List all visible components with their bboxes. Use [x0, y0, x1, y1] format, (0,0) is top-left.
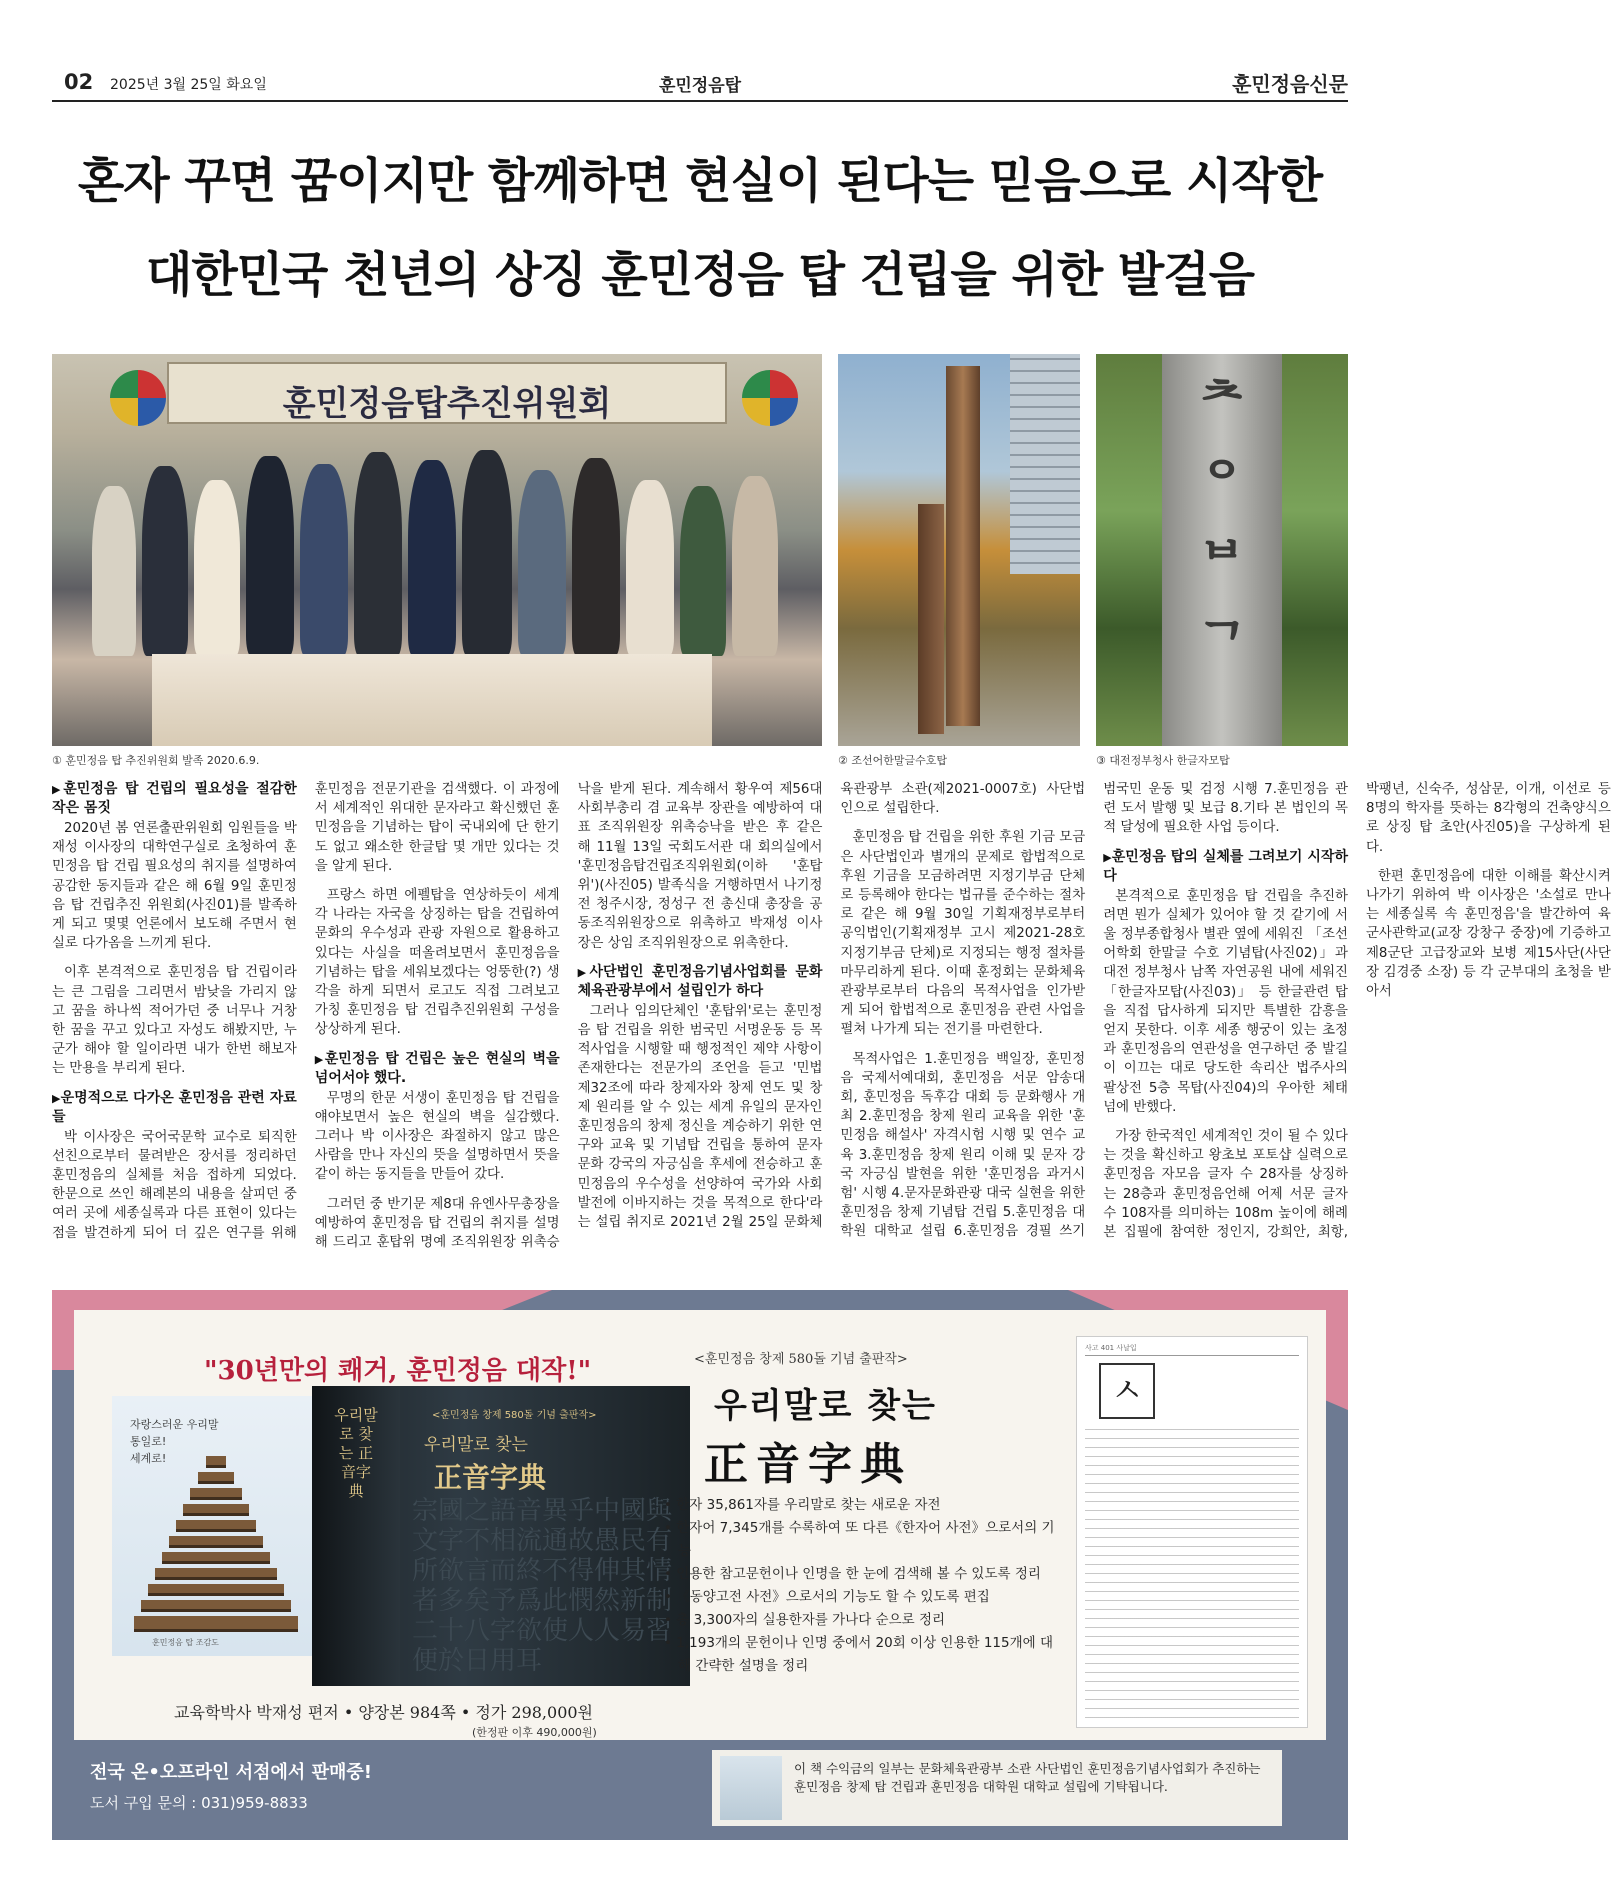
cover-title-hanja: 正音字典	[434, 1461, 547, 1494]
pagoda-tier	[169, 1536, 263, 1548]
list-item: • 한자 35,861자를 우리말로 찾는 새로운 자전	[664, 1494, 1064, 1517]
order-phone: 도서 구입 문의 : 031)959-8833	[90, 1794, 308, 1812]
ad-subtitle: <훈민정음 창제 580돌 기념 출판작>	[694, 1352, 908, 1367]
paragraph: 2020년 봄 연론출판위원회 임원들을 박재성 이사장의 대학연구실로 초청하여 훈민정음 탑 건립 필요성의 취지를 설명하여 공감한 동지들과 같은 해 6월 9일 훈민정음 탑 건립추진 위원회(사진01)를 발족하게 되고 몇몇 언론에서 보도해 주면서 현실로 다가옴을 느끼게 된다.	[52, 821, 297, 952]
subheading: ▶ 훈민정음 탑의 실체를 그려보기 시작하다	[1103, 848, 1348, 885]
person	[300, 464, 348, 656]
pagoda-label: 자랑스러운 우리말 통일로! 세계로!	[130, 1418, 219, 1465]
photo-caption-2: ② 조선어한말글수호탑	[838, 754, 947, 767]
pagoda-tier	[134, 1616, 298, 1632]
donation-notice	[712, 1750, 1282, 1826]
person	[732, 476, 778, 656]
person	[408, 460, 456, 656]
list-item: • 1,193개의 문헌이나 인명 중에서 20회 이상 인용한 115개에 대해 간략한 설명을 정리	[664, 1632, 1064, 1678]
list-item: • 인용한 참고문헌이나 인명을 한 눈에 검색해 볼 수 있도록 정리	[664, 1563, 1064, 1586]
photo-caption-1: ① 훈민정음 탑 추진위원회 발족 2020.6.9.	[52, 754, 260, 767]
logo-mark-right	[742, 370, 798, 426]
person	[680, 486, 726, 656]
subheading: ▶ 운명적으로 다가온 훈민정음 관련 자료들	[52, 1089, 297, 1126]
pagoda-tier	[155, 1568, 277, 1580]
article-body	[52, 780, 1611, 1254]
subheading: ▶ 훈민정음 탑 건립의 필요성을 절감한 작은 몸짓	[52, 780, 297, 817]
photo-caption-3: ③ 대전정부청사 한글자모탑	[1096, 754, 1230, 767]
list-item: • 《동양고전 사전》으로서의 기능도 할 수 있도록 편집	[664, 1586, 1064, 1609]
feature-list	[664, 1494, 1064, 1678]
person	[142, 466, 188, 656]
carved-glyph: ᄀ	[1195, 614, 1249, 678]
carved-glyph: ᄎ	[1195, 374, 1249, 438]
tower-secondary	[918, 504, 944, 734]
pagoda-tier	[183, 1504, 249, 1516]
logo-mark-left	[110, 370, 166, 426]
person	[246, 456, 294, 656]
newspaper-name: 훈민정음신문	[1232, 72, 1348, 96]
ad-card	[74, 1310, 1326, 1740]
headline-line-2: 대한민국 천년의 상징 훈민정음 탑 건립을 위한 발걸음	[145, 247, 1255, 303]
paragraph: 본격적으로 훈민정음 탑 건립을 추진하려면 뭔가 실체가 있어야 할 것 같기에 서울 정부종합청사 별관 옆에 세워진 「조선어학회 한말글 수호 기념탑(사진02)」과 대전 정부청사 남쪽 자연공원 내에 세워진 「한글자모탑(사진03)」 등 한글관련 탑을 직접 답사하게 되지만 특별한 감흥을 얻지 못한다. 이후 세종 행궁이 있는 초정과 훈민정음의 연관성을 연구하던 중 발길이 이끄는 대로 당도한 속리산 법주사의 팔상전 5층 목탑(사진04)의 우아한 체태 넘에 반했다.	[1103, 888, 1348, 1115]
person	[92, 486, 136, 656]
book-advertisement	[52, 1290, 1348, 1840]
cover-title-korean: 우리말로 찾는	[424, 1435, 528, 1455]
headline-line-1: 혼자 꾸면 꿈이지만 함께하면 현실이 된다는 믿음으로 시작한	[77, 153, 1323, 209]
issue-date: 2025년 3월 25일 화요일	[110, 77, 267, 93]
person	[462, 450, 512, 656]
ad-slogan: "30년만의 쾌거, 훈민정음 대작!"	[204, 1356, 592, 1386]
pagoda-tier	[198, 1472, 234, 1484]
person	[194, 480, 240, 656]
header-rule	[52, 100, 1348, 102]
person	[518, 470, 566, 656]
committee-banner	[167, 362, 727, 424]
pagoda-tier	[176, 1520, 256, 1532]
section-title: 훈민정음탑	[658, 76, 742, 96]
availability-text: 전국 온•오프라인 서점에서 판매중!	[90, 1762, 372, 1783]
paragraph: 그러나 임의단체인 '훈탑위'로는 훈민정음 탑 건립을 위한 범국민 서명운동 등 목적사업을 시행할 때 행정적인 제약 사항이 존재한다는 전문가의 조언을 듣고 '민법 제32조에 따라 창제자와 창제 연도 및 창제 원리를 알 수 있는 세계 유일의 문자인 훈민정음의 창제 정신을 계승하기 위한 연구와 교육 및 기념탑 건립을 통하여 문자문화 강국의 자긍심을 후세에 전승하고 훈민정음의 우수성을 선양하여 국가와 사회 발전에 이바지하는 것을 목적으로 한다'라는 설립 취지로 2021년 2월 25일 문화체육관광부 소관(제2021-0007호) 사단법인으로 설립한다.	[577, 782, 1086, 1231]
book-spine	[312, 1386, 400, 1686]
ad-title-hanja: 正音字典	[704, 1439, 912, 1490]
dictionary-page-header: 사고 401 사날입	[1085, 1343, 1299, 1356]
paragraph: 목적사업은 1.훈민정음 백일장, 훈민정음 국제서예대회, 훈민정음 서문 암송대회, 훈민정음 독후감 대회 등 문화행사 개최 2.훈민정음 창제 원리 교육을 위한 '훈민정음 해설사' 자격시험 시행 및 연수 교육 3.훈민정음 창제 원리 이해 및 문자 강국 자긍심 발현을 위한 '훈민정음 과거시험' 시행 4.문자문화관광 대국 실현을 위한 훈민정음 창제 기념탑 건립 5.훈민정음 대학원 대학교 설립 6.훈민정음 경필 쓰기 범국민 운동 및 검정 시행 7.훈민정음 관련 도서 발행 및 보급 8.기타 본 법인의 목적 달성에 필요한 사업 등이다.	[840, 782, 1348, 1240]
photo-language-guardian-tower	[838, 354, 1080, 746]
ad-title-korean: 우리말로 찾는	[714, 1386, 937, 1426]
paragraph: 박 이사장은 국어국문학 교수로 퇴직한 선친으로부터 물려받은 장서를 정리하던 훈민정음의 실체를 처음 접하게 되었다. 한문으로 쓰인 해례본의 내용을 살피던 중 여러 곳에 세종실록과 다른 표현이 있다는 점을 발견하게 되어 더 깊은 연구를 위해 훈민정음 전문기관을 검색했다. 이 과정에서 세계적인 위대한 문자라고 확신했던 훈민정음을 기념하는 탑이 국내외에 단 한기도 없고 왜소한 한글탑 몇 개만 있다는 것을 알게 된다.	[52, 782, 560, 1241]
person	[572, 458, 620, 656]
pagoda-illustration	[112, 1396, 320, 1656]
paragraph: 한편 훈민정음에 대한 이해를 확산시켜 나가기 위하여 박 이사장은 '소설로 만나는 세종실록 속 훈민정음'을 발간하여 육군사관학교(교장 강창구 중장)에 기증하고 제8군단 고급장교와 보병 제15사단(사단장 김경중 소장) 등 각 군부대의 초청을 받아서	[1365, 868, 1611, 1000]
pagoda-tier	[148, 1584, 284, 1596]
carved-glyph: ᄇ	[1195, 534, 1249, 598]
spine-title: 우리말로 찾는 正音字典	[334, 1406, 378, 1500]
paragraph: 무명의 한문 서생이 훈민정음 탑 건립을 얘야보면서 높은 현실의 벽을 실감했다. 그러나 박 이사장은 좌절하지 않고 많은 사람을 만나 자신의 뜻을 설명하면서 뜻을 같이 하는 동지들을 만들어 갔다.	[314, 1090, 560, 1183]
pagoda-tier	[206, 1456, 226, 1468]
dictionary-entry-glyph: ㅅ	[1099, 1363, 1155, 1419]
dictionary-page-sample	[1076, 1336, 1308, 1728]
carved-glyph: ᄋ	[1195, 454, 1249, 518]
person	[354, 452, 402, 656]
limited-edition-price: (한정판 이후 490,000원)	[472, 1726, 597, 1739]
group-of-people	[82, 446, 792, 666]
list-item: • 한자어 7,345개를 수록하여 또 다른《한자어 사전》으로서의 기능	[664, 1517, 1064, 1563]
pagoda-tier	[162, 1552, 270, 1564]
paragraph: 훈민정음 탑 건립을 위한 후원 기금 모금은 사단법인과 별개의 문제로 합법적으로 후원 기금을 모금하려면 지정기부금 단체로 등록해야 한다는 법규를 준수하는 절차로 같은 해 9월 30일 기획재정부로부터 공익법인(기획재정부 고시 제2021-28호 지정기부금 단체)로 지정되는 행정 절차를 마무리하게 된다. 이때 훈정회는 문화체육관광부로부터 다음의 목적사업을 인가받게 되어 합법적으로 훈민정음 관련 사업을 펼쳐 나가게 되는 전기를 마련한다.	[840, 830, 1086, 1038]
photo-committee-launch	[52, 354, 822, 746]
building	[1010, 354, 1080, 574]
pagoda-tier	[190, 1488, 242, 1500]
page-number: 02	[64, 70, 94, 94]
paragraph: 프랑스 하면 에펠탑을 연상하듯이 세계 각 나라는 자국을 상징하는 탑을 건립하여 문화의 우수성과 관광 자원으로 활용하고 있다는 사실을 떠올려보면서 훈민정음을 기념하는 탑을 세워보겠다는 엉뚱한(?) 생각을 하게 되면서 로고도 직접 그려보고 가칭 훈민정음 탑 건립추진위원회 구성을 상상하게 된다.	[314, 888, 560, 1038]
pagoda-tier	[141, 1600, 291, 1612]
tower-main	[946, 366, 980, 726]
subheading: ▶ 사단법인 훈민정음기념사업회를 문화체육관광부에서 설립인가 하다	[578, 963, 823, 1000]
person	[626, 480, 674, 656]
list-item: • 총 3,300자의 실용한자를 가나다 순으로 정리	[664, 1609, 1064, 1632]
banner-text: 훈민정음탑추진위원회	[282, 384, 612, 424]
paragraph: 가장 한국적인 세계적인 것이 될 수 있다는 것을 확신하고 왕초보 포토샵 실력으로 훈민정음 자모음 글자 수 28자를 상징하는 28층과 훈민정음언해 어제 서문 글자 수 108자를 의미하는 108m 높이에 해례본 집필에 참여한 정인지, 강희안, 최항, 박팽년, 신숙주, 성삼문, 이개, 이선로 등 8명의 학자를 뜻하는 8각형의 건축양식으로 상징 탑 초안(사진05)을 구상하게 된다.	[1103, 782, 1611, 1241]
pagoda-caption: 훈민정음 탑 조감도	[152, 1638, 219, 1647]
paragraph: 이후 본격적으로 훈민정음 탑 건립이라는 큰 그림을 그리면서 밤낮을 가리지 않고 꿈을 하나씩 적어가던 중 너무나 거창한 꿈을 꾸고 있다고 자성도 해봤지만, 누군가 해야 할 일이라면 내가 한번 해보자는 만용을 부리게 된다.	[52, 965, 297, 1077]
cover-hanja-pattern: 宗國之語音異乎中國與文字不相流通故愚民有所欲言而終不得伸其情者多矣予爲此憫然新制二十八字欲使人人易習便於日用耳	[412, 1496, 673, 1676]
pagoda-thumbnail	[720, 1756, 782, 1820]
notice-text: 이 책 수익금의 일부는 문화체육관광부 소관 사단법인 훈민정음기념사업회가 추진하는 훈민정음 창제 탑 건립과 훈민정음 대학원 대학교 설립에 기탁됩니다.	[794, 1761, 1261, 1794]
subheading: ▶ 훈민정음 탑 건립은 높은 현실의 벽을 넘어서야 했다.	[315, 1050, 560, 1087]
photo-hangul-jamo-tower	[1096, 354, 1348, 746]
cover-subtitle: <훈민정음 창제 580돌 기념 출판작>	[432, 1410, 597, 1421]
table	[152, 654, 712, 746]
dictionary-text-lines	[1085, 1429, 1299, 1719]
book-cover-image	[312, 1386, 690, 1686]
book-details: 교육학박사 박재성 편저 • 양장본 984쪽 • 정가 298,000원	[174, 1703, 594, 1722]
paragraph: 그러던 중 반기문 제8대 유엔사무총장을 예방하여 훈민정음 탑 건립의 취지를 설명해 드리고 훈탑위 명예 조직위원장 위촉승낙을 받게 된다. 계속해서 황우여 제56대 사회부총리 겸 교육부 장관을 예방하여 대표 조직위원장 위촉승낙을 받은 후 같은 해 11월 13일 국회도서관 대 회의실에서 '훈민정음탑건립조직위원회(이하 '훈탑위')(사진05) 발족식을 거행하면서 나기정 전 청주시장, 정성구 전 총신대 총장을 공동조직위원장으로 위촉하고 박재성 이사장은 상임 조직위원장으로 위촉한다.	[314, 782, 823, 1251]
page-header	[52, 66, 1348, 100]
